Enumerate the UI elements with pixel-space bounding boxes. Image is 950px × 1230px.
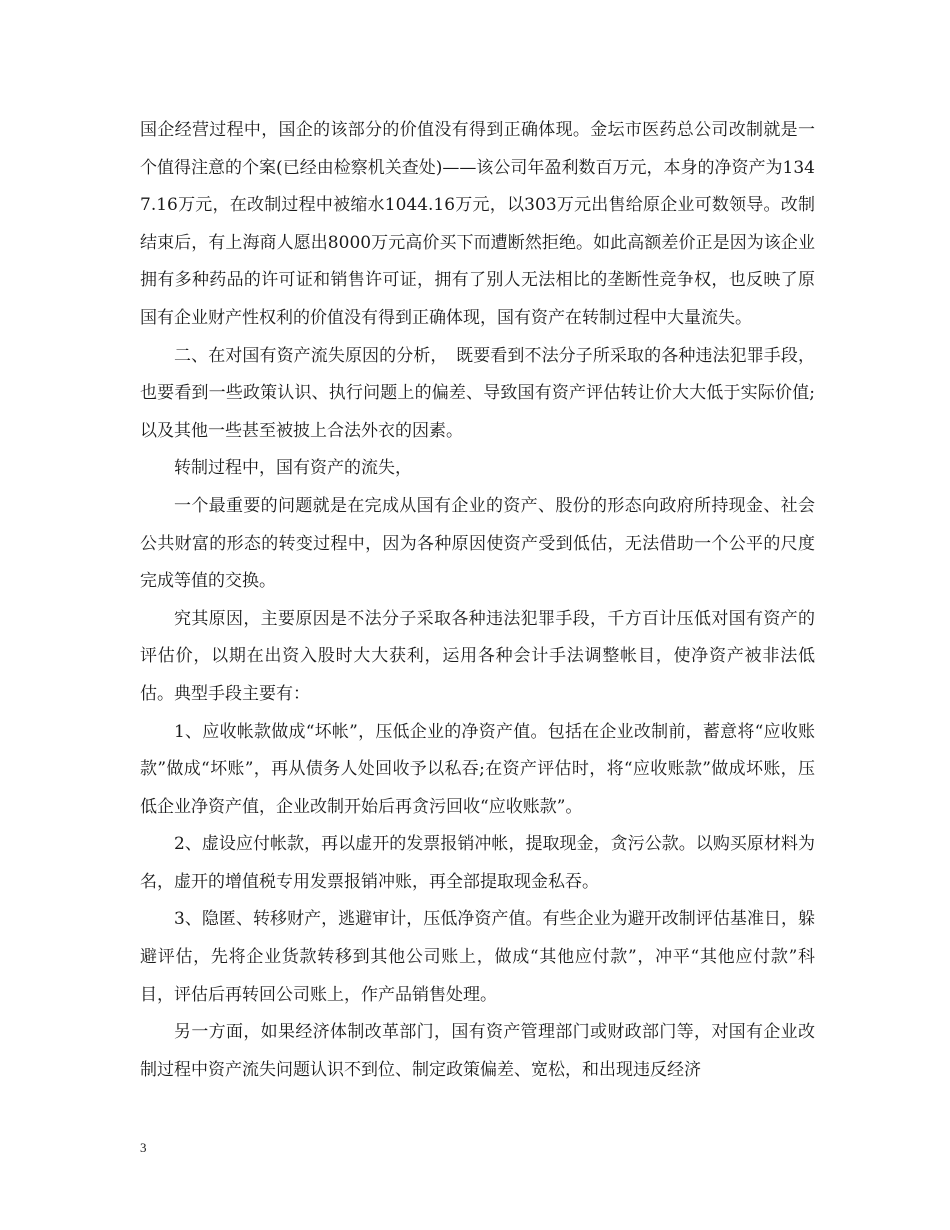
paragraph-8: 3、隐匿、转移财产，逃避审计，压低净资产值。有些企业为避开改制评估基准日，躲避评估，先将企业货款转移到其他公司账上，做成“其他应付款”，冲平“其他应付款”科目，评估后再转回公司账上，作产品销售处理。 [140, 909, 815, 1005]
paragraph-5: 究其原因，主要原因是不法分子采取各种违法犯罪手段，千方百计压低对国有资产的评估价，以期在出资入股时大大获利，运用各种会计手法调整帐目，使净资产被非法低估。典型手段主要有： [140, 608, 815, 704]
paragraph-9: 另一方面，如果经济体制改革部门，国有资产管理部门或财政部门等，对国有企业改制过程中资产流失问题认识不到位、制定政策偏差、宽松，和出现违反经济 [140, 1022, 815, 1080]
paragraph-3: 转制过程中，国有资产的流失， [174, 458, 412, 479]
paragraph-1: 国企经营过程中，国企的该部分的价值没有得到正确体现。金坛市医药总公司改制就是一个值得注意的个案(已经由检察机关查处)——该公司年盈利数百万元，本身的净资产为1347.16万元，在改制过程中被缩水1044.16万元，以303万元出售给原企业可数领导。改制结束后，有上海商人愿出8000万元高价买下而遭断然拒绝。如此高额差价正是因为该企业拥有多种药品的许可证和销售许可证，拥有了别人无法相比的垄断性竞争权，也反映了原国有企业财产性权利的价值没有得到正确体现，国有资产在转制过程中大量流失。 [140, 120, 815, 328]
page-number: 3 [140, 1140, 147, 1155]
paragraph-2: 二、在对国有资产流失原因的分析， 既要看到不法分子所采取的各种违法犯罪手段，也要看到一些政策认识、执行问题上的偏差、导致国有资产评估转让价大大低于实际价值;以及其他一些甚至被披上合法外衣的因素。 [140, 345, 815, 441]
paragraph-7: 2、虚设应付帐款，再以虚开的发票报销冲帐，提取现金，贪污公款。以购买原材料为名，虚开的增值税专用发票报销冲账，再全部提取现金私吞。 [140, 834, 815, 892]
paragraph-6: 1、应收帐款做成“坏帐”，压低企业的净资产值。包括在企业改制前，蓄意将“应收账款”做成“坏账”，再从债务人处回收予以私吞;在资产评估时，将“应收账款”做成坏账，压低企业净资产值，企业改制开始后再贪污回收“应收账款”。 [140, 721, 815, 817]
document-body [140, 112, 815, 1089]
paragraph-4: 一个最重要的问题就是在完成从国有企业的资产、股份的形态向政府所持现金、社会公共财富的形态的转变过程中，因为各种原因使资产受到低估，无法借助一个公平的尺度完成等值的交换。 [140, 495, 815, 592]
